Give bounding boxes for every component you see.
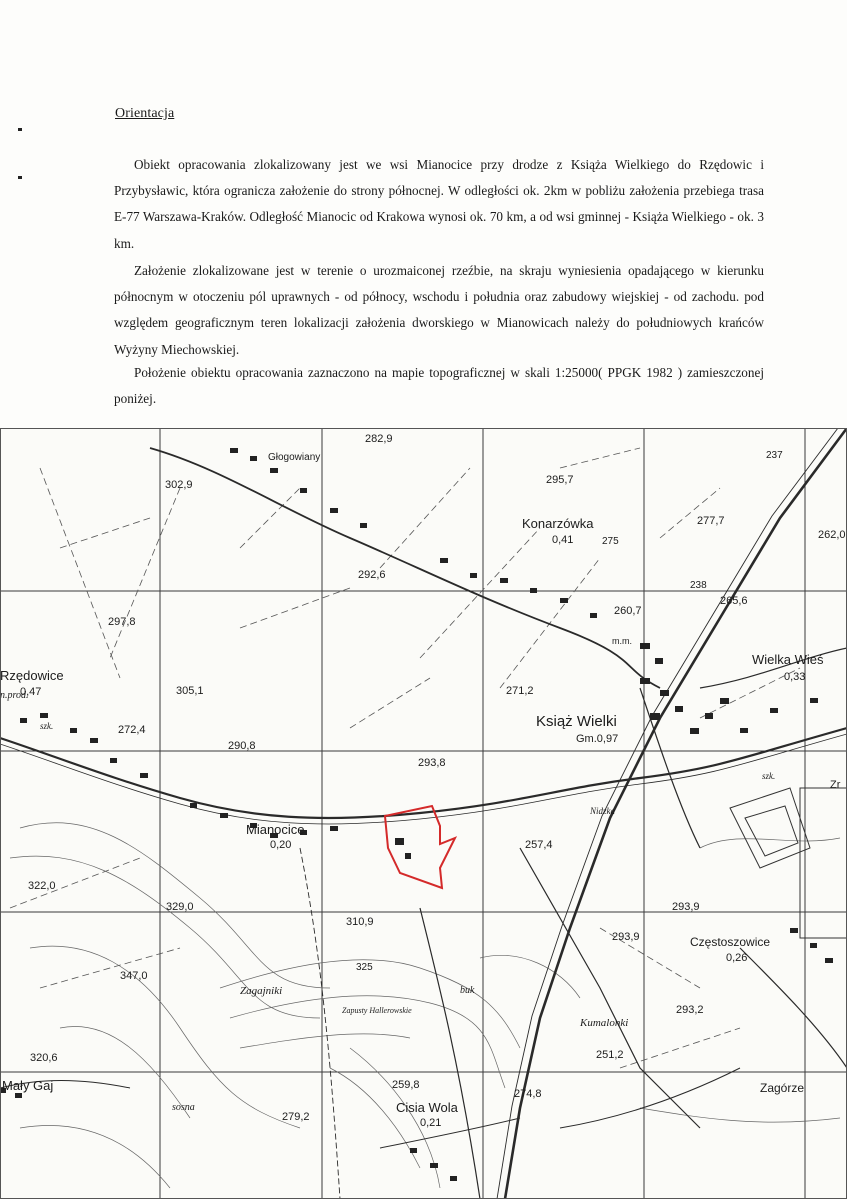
label-road-number: 237 (766, 450, 783, 461)
section-heading: Orientacja (115, 106, 175, 121)
label-height: 297,8 (108, 616, 136, 628)
label-height: 322,0 (28, 880, 56, 892)
label-height: 265,6 (720, 595, 748, 607)
margin-mark (18, 128, 22, 131)
label-height: 260,7 (614, 605, 642, 617)
label-road-number: 238 (690, 580, 707, 591)
topographic-map (0, 428, 847, 1199)
label-mianocice-pop: 0,20 (270, 839, 292, 851)
buildings (0, 448, 833, 1181)
label-height: 277,7 (697, 515, 725, 527)
label-konarzowka-pop: 0,41 (552, 534, 574, 546)
margin-mark (18, 176, 22, 179)
label-glogowiany: Głogowiany (268, 452, 321, 463)
label-height: 279,2 (282, 1111, 310, 1123)
paragraph-map-note: Położenie obiektu opracowania zaznaczono na mapie topograficznej w skali 1:25000( PPGK 1982 ) zamieszczonej poniżej. (114, 365, 764, 407)
label-zr: Zr (830, 779, 841, 791)
label-height: 290,8 (228, 740, 256, 752)
label-height: 305,1 (176, 685, 204, 697)
label-contour: 325 (356, 962, 373, 973)
label-konarzowka: Konarzówka (522, 516, 594, 531)
label-school: szk. (40, 721, 54, 731)
ponds (730, 788, 847, 938)
label-sosna: sosna (172, 1102, 195, 1113)
label-mianocice: Mianocice (246, 822, 305, 837)
label-cisia-wola-pop: 0,21 (420, 1117, 442, 1129)
label-height: 293,9 (672, 901, 700, 913)
estate-boundary (385, 806, 455, 888)
label-ksiaz-wielki-pop: Gm.0,97 (576, 733, 619, 745)
label-height: 259,8 (392, 1079, 420, 1091)
label-n-prod: n.prod. (0, 690, 29, 701)
label-height: 293,8 (418, 757, 446, 769)
paragraph-terrain: Założenie zlokalizowane jest w terenie o urozmaiconej rzeźbie, na skraju wyniesienia opadającego w kierunku północnym w otoczeniu pól uprawnych - od północy, wschodu i południa oraz zabudowy wiejskiej - od zachodu. pod względem geograficznym teren lokalizacji założenia dworskiego w Mianowicach należy do południowych krańców Wyżyny Miechowskiej. (114, 263, 764, 357)
label-czestoszowice: Częstoszowice (690, 935, 771, 949)
label-zagajniki: Zagajniki (240, 985, 283, 997)
map-svg (0, 428, 847, 1199)
roads (0, 428, 847, 1199)
label-school: szk. (762, 771, 776, 781)
label-wielka-wies: Wielka Wieś (752, 652, 824, 667)
label-kumalonki: Kumalonki (580, 1017, 629, 1029)
contour-lines (10, 823, 840, 1188)
label-height: 272,4 (118, 724, 146, 736)
label-height: 282,9 (365, 433, 393, 445)
label-ksiaz-wielki: Książ Wielki (536, 713, 617, 730)
label-rzedowice: Rzędowice (0, 668, 64, 683)
label-height: 320,6 (30, 1052, 58, 1064)
label-mm: m.m. (612, 636, 632, 646)
label-contour: 275 (602, 536, 619, 547)
label-river: Nidzka (590, 806, 616, 816)
label-height: 295,7 (546, 474, 574, 486)
label-height: 251,2 (596, 1049, 624, 1061)
label-height: 274,8 (514, 1088, 542, 1100)
label-wielka-wies-pop: 0,33 (784, 671, 806, 683)
label-height: 329,0 (166, 901, 194, 913)
label-height: 293,2 (676, 1004, 704, 1016)
label-height: 262,0 (818, 529, 846, 541)
paragraph-location: Obiekt opracowania zlokalizowany jest we wsi Mianocice przy drodze z Książa Wielkiego do Rzędowic i Przybysławic, która ogranicza założenie do strony północnej. W odległości ok. 2km w pobliżu założenia przebiega trasa E-77 Warszawa-Kraków. Odległość Mianocic od Krakowa wynosi ok. 70 km, a od wsi gminnej - Książa Wielkiego - ok. 3 km. (114, 157, 764, 251)
label-height: 292,6 (358, 569, 386, 581)
label-rzedowice-pop: 0,47 (20, 686, 42, 698)
label-zagorze: Zagórze (760, 1081, 805, 1095)
label-cisia-wola: Cisia Wola (396, 1100, 458, 1115)
label-height: 257,4 (525, 839, 553, 851)
label-height: 302,9 (165, 479, 193, 491)
label-height: 347,0 (120, 970, 148, 982)
label-height: 293,9 (612, 931, 640, 943)
label-buk: buk (460, 985, 475, 996)
label-czestoszowice-pop: 0,26 (726, 952, 748, 964)
label-maly-gaj: Mały Gaj (2, 1078, 54, 1093)
label-zapusty: Zapusty Hallerowskie (342, 1006, 412, 1015)
label-height: 310,9 (346, 916, 374, 928)
label-height: 271,2 (506, 685, 534, 697)
